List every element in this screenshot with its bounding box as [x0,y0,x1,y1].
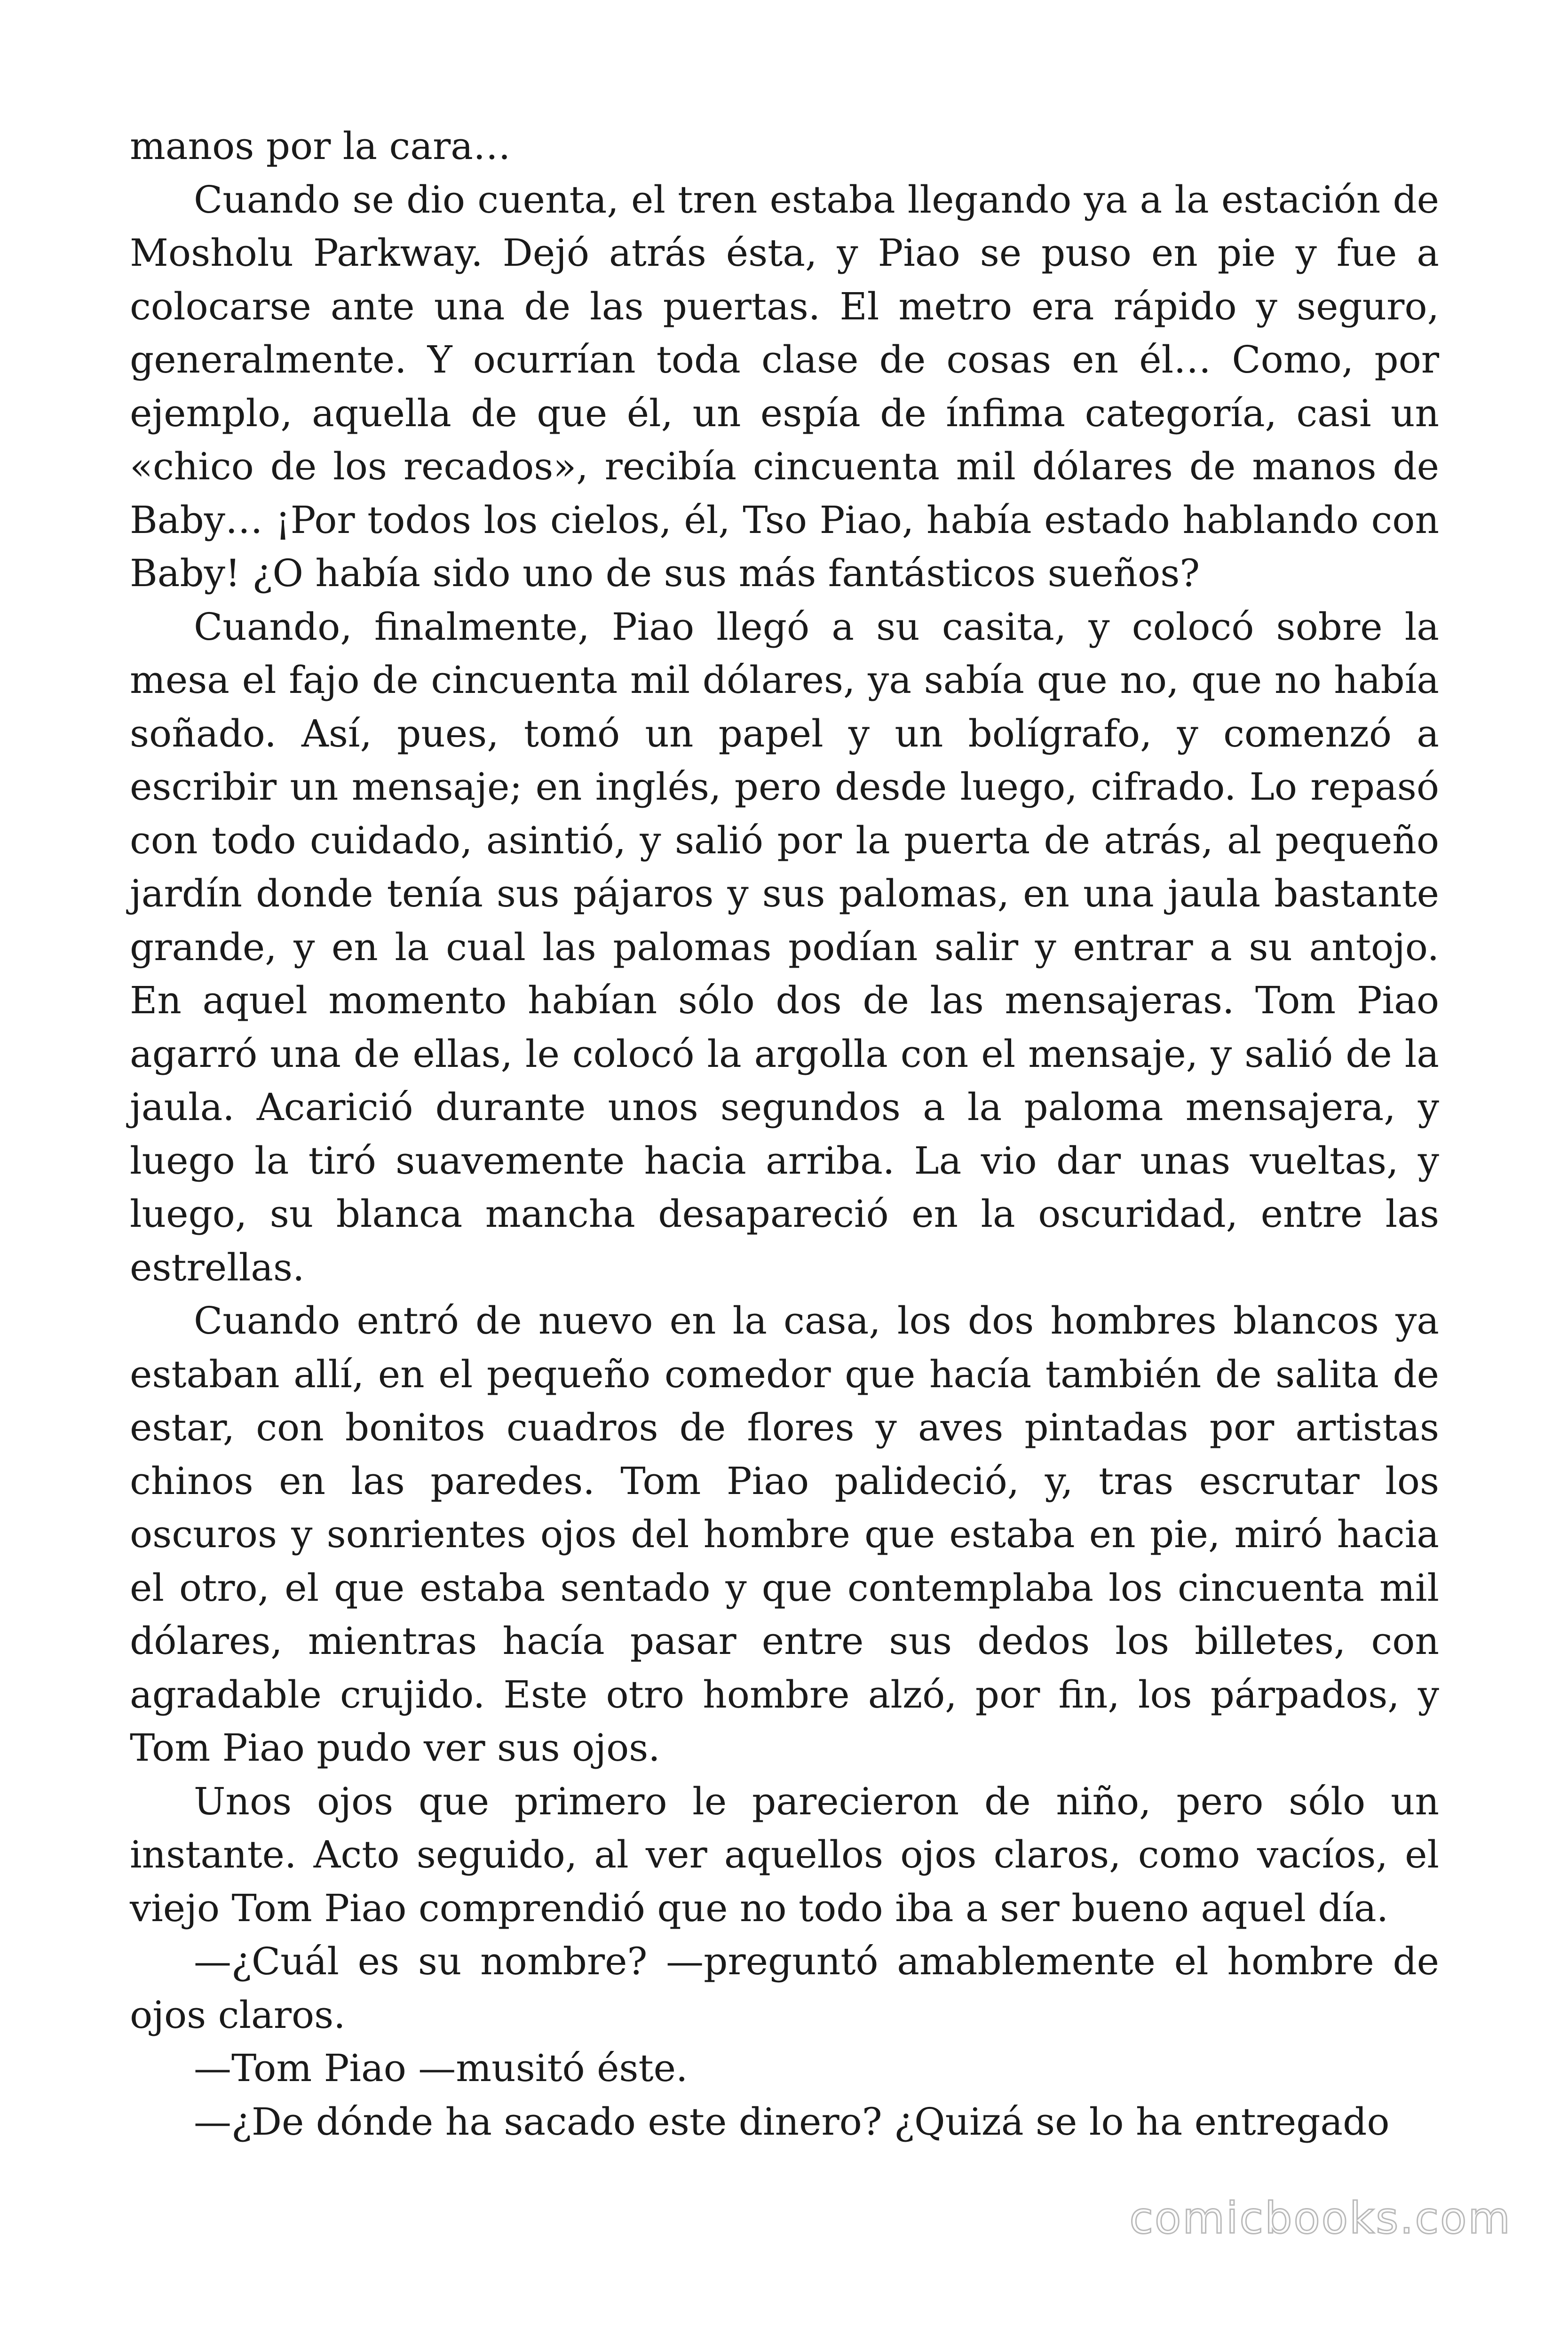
paragraph: —¿De dónde ha sacado este dinero? ¿Quizá se lo ha entregado [194,2099,1390,2144]
paragraph: manos por la cara… [130,124,511,168]
paragraph: Cuando se dio cuenta, el tren estaba llegando ya a la estación de Mosholu Parkway. Dejó atrás ésta, y Piao se puso en pie y fue a colocarse ante una de las puertas. El metro era rápido y seguro, generalmente. Y ocurrían toda clase de cosas en él… Como, por ejemplo, aquella de que él, un espía de ínfima categoría, casi un «chico de los recados», recibía cincuenta mil dólares de manos de Baby… ¡Por todos los cielos, él, Tso Piao, había estado hablando con Baby! ¿O había sido uno de sus más fantásticos sueños? [130,177,1439,595]
body-text [130,119,1439,2148]
paragraph: Cuando entró de nuevo en la casa, los dos hombres blancos ya estaban allí, en el pequeño comedor que hacía también de salita de estar, con bonitos cuadros de flores y aves pintadas por artistas chinos en las paredes. Tom Piao palideció, y, tras escrutar los oscuros y sonrientes ojos del hombre que estaba en pie, miró hacia el otro, el que estaba sentado y que contemplaba los cincuenta mil dólares, mientras hacía pasar entre sus dedos los billetes, con agradable crujido. Este otro hombre alzó, por fin, los párpados, y Tom Piao pudo ver sus ojos. [130,1299,1439,1770]
paragraph: —Tom Piao —musitó éste. [194,2046,688,2090]
paragraph: —¿Cuál es su nombre? —preguntó amablemente el hombre de ojos claros. [130,1939,1439,2037]
paragraph: Cuando, finalmente, Piao llegó a su casita, y colocó sobre la mesa el fajo de cincuenta mil dólares, ya sabía que no, que no había soñado. Así, pues, tomó un papel y un bolígrafo, y comenzó a escribir un mensaje; en inglés, pero desde luego, cifrado. Lo repasó con todo cuidado, asintió, y salió por la puerta de atrás, al pequeño jardín donde tenía sus pájaros y sus palomas, en una jaula bastante grande, y en la cual las palomas podían salir y entrar a su antojo. En aquel momento habían sólo dos de las mensajeras. Tom Piao agarró una de ellas, le colocó la argolla con el mensaje, y salió de la jaula. Acarició durante unos segundos a la paloma mensajera, y luego la tiró suavemente hacia arriba. La vio dar unas vueltas, y luego, su blanca mancha desapareció en la oscuridad, entre las estrellas. [130,604,1439,1289]
watermark: comicbooks.com [1129,2193,1512,2243]
paragraph: Unos ojos que primero le parecieron de niño, pero sólo un instante. Acto seguido, al ver aquellos ojos claros, como vacíos, el viejo Tom Piao comprendió que no todo iba a ser bueno aquel día. [130,1779,1439,1930]
